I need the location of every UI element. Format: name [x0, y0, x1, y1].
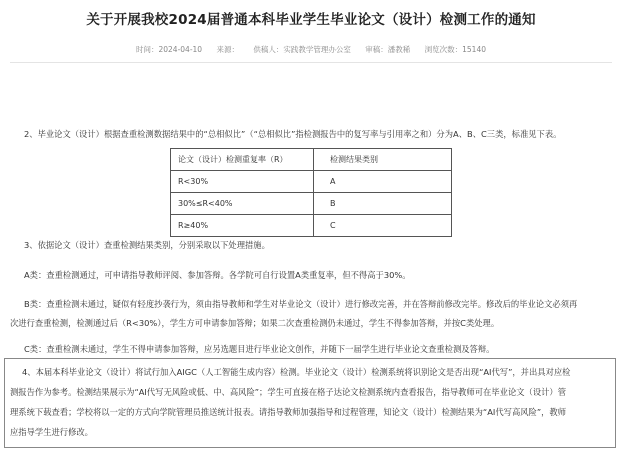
table-header: 检测结果类别: [314, 149, 452, 171]
table-cell: B: [314, 193, 452, 215]
divider: [10, 62, 612, 63]
table-row: [171, 193, 452, 215]
paragraph-b-line-1: B类：查重检测未通过，疑似有轻度抄袭行为，须由指导教师和学生对毕业论文（设计）进行修改完善，并在答辩前修改完毕。修改后的毕业论文必须再: [24, 299, 578, 309]
similarity-table: [170, 148, 452, 237]
meta-reviewer: 审稿：潘教稀: [365, 45, 411, 54]
table-cell: 30%≤R<40%: [171, 193, 314, 215]
notice-title: 关于开展我校2024届普通本科毕业学生毕业论文（设计）检测工作的通知: [86, 12, 536, 28]
table-cell: A: [314, 171, 452, 193]
meta-provider: 供稿人：实践教学管理办公室: [253, 45, 351, 54]
paragraph-4-line-3: 理系统下载查看；学校将以一定的方式向学院管理员推送统计报表。请指导教师加强指导和过程管理，知论文（设计）检测结果为“AI代写高风险”，教师: [10, 407, 567, 417]
meta-time: 时间：2024-04-10: [135, 45, 203, 54]
table-cell: C: [314, 215, 452, 237]
notice-meta: [0, 44, 622, 55]
meta-source: 来源：: [216, 45, 239, 54]
paragraph-4-line-1: 4、本届本科毕业论文（设计）将试行加入AIGC（人工智能生成内容）检测。毕业论文（设计）检测系统将识别论文是否出现“AI代写”，并出具对应检: [22, 367, 571, 377]
table-cell: R<30%: [171, 171, 314, 193]
paragraph-2: 2、毕业论文（设计）根据查重检测数据结果中的“总相似比”（“总相似比”指检测报告中的复写率与引用率之和）分为A、B、C三类，标准见下表。: [24, 129, 562, 139]
table-header-row: [171, 149, 452, 171]
paragraph-a: A类：查重检测通过，可申请指导教师评阅、参加答辩。各学院可自行设置A类重复率，但不得高于30%。: [24, 270, 411, 280]
table-row: [171, 215, 452, 237]
paragraph-4-line-4: 应指导学生进行修改。: [10, 427, 93, 437]
paragraph-c: C类：查重检测未通过，学生不得申请参加答辩，应另选题目进行毕业论文创作，并随下一届学生进行毕业论文查重检测及答辩。: [24, 344, 495, 354]
paragraph-b-line-2: 次进行查重检测，检测通过后（R<30%），学生方可申请参加答辩；如果二次查重检测仍未通过，学生不得参加答辩，并按C类处理。: [10, 318, 500, 328]
table-row: [171, 171, 452, 193]
paragraph-4-line-2: 测报告作为参考。检测结果展示为“AI代写无风险或低、中、高风险”；学生可直接在格子达论文检测系统内查看报告，指导教师可在毕业论文（设计）管: [10, 387, 567, 397]
table-cell: R≥40%: [171, 215, 314, 237]
meta-views: 浏览次数：15140: [424, 45, 486, 54]
table-header: 论文（设计）检测重复率（R）: [171, 149, 314, 171]
paragraph-3: 3、依据论文（设计）查重检测结果类别，分别采取以下处理措施。: [24, 240, 270, 250]
